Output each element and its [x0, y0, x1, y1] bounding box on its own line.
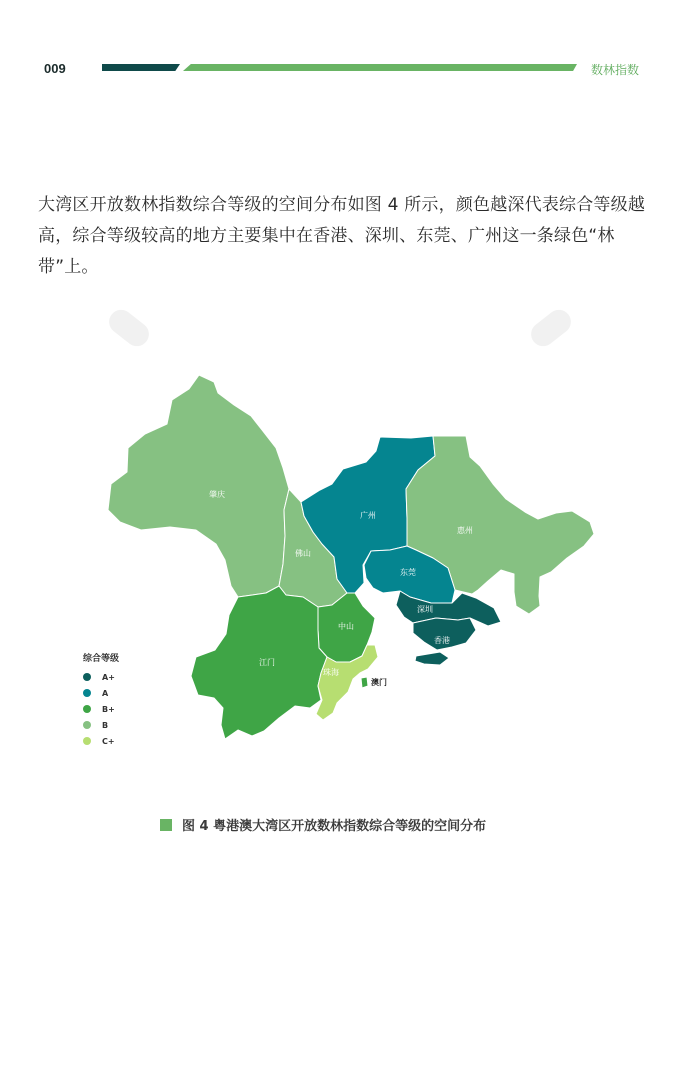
decor-pill-left: [104, 305, 153, 351]
legend-label: A: [102, 688, 109, 698]
caption-marker: [160, 819, 172, 831]
legend-dot: [83, 737, 91, 745]
caption-text: 图 4 粤港澳大湾区开放数林指数综合等级的空间分布: [182, 819, 487, 834]
region-macau: [361, 677, 368, 688]
legend: [83, 651, 119, 749]
legend-dot: [83, 705, 91, 713]
figure-caption: [160, 815, 486, 834]
legend-item: [83, 717, 119, 733]
legend-title: 综合等级: [83, 654, 120, 664]
label-jiangmen: 江门: [259, 658, 275, 667]
legend-dot: [83, 721, 91, 729]
page-number: 009: [44, 61, 66, 76]
section-title: 数林指数: [591, 63, 640, 77]
legend-item: [83, 669, 119, 685]
body-paragraph: 大湾区开放数林指数综合等级的空间分布如图 4 所示，颜色越深代表综合等级越高，综合等级较高的地方主要集中在香港、深圳、东莞、广州这一条绿色“林带”上。: [38, 195, 646, 277]
legend-item: [83, 685, 119, 701]
label-hongkong: 香港: [434, 636, 450, 645]
label-zhaoqing: 肇庆: [209, 490, 225, 499]
legend-item: [83, 701, 119, 717]
header-bar-dark: [102, 64, 180, 71]
legend-item: [83, 733, 119, 749]
label-foshan: 佛山: [295, 549, 311, 558]
legend-label: B: [102, 720, 109, 730]
label-guangzhou: 广州: [360, 511, 376, 520]
legend-label: B+: [102, 704, 115, 714]
label-huizhou: 惠州: [457, 526, 473, 535]
label-dongguan: 东莞: [400, 568, 416, 577]
label-zhuhai: 珠海: [323, 668, 339, 677]
legend-label: A+: [102, 672, 115, 682]
label-zhongshan: 中山: [338, 622, 354, 631]
decor-pill-right: [526, 305, 575, 351]
label-macau: 澳门: [371, 678, 387, 687]
region-zhaoqing: [108, 375, 289, 597]
legend-dot: [83, 673, 91, 681]
legend-dot: [83, 689, 91, 697]
label-shenzhen: 深圳: [417, 605, 433, 614]
legend-label: C+: [102, 736, 115, 746]
header-bar-green: [183, 64, 577, 71]
